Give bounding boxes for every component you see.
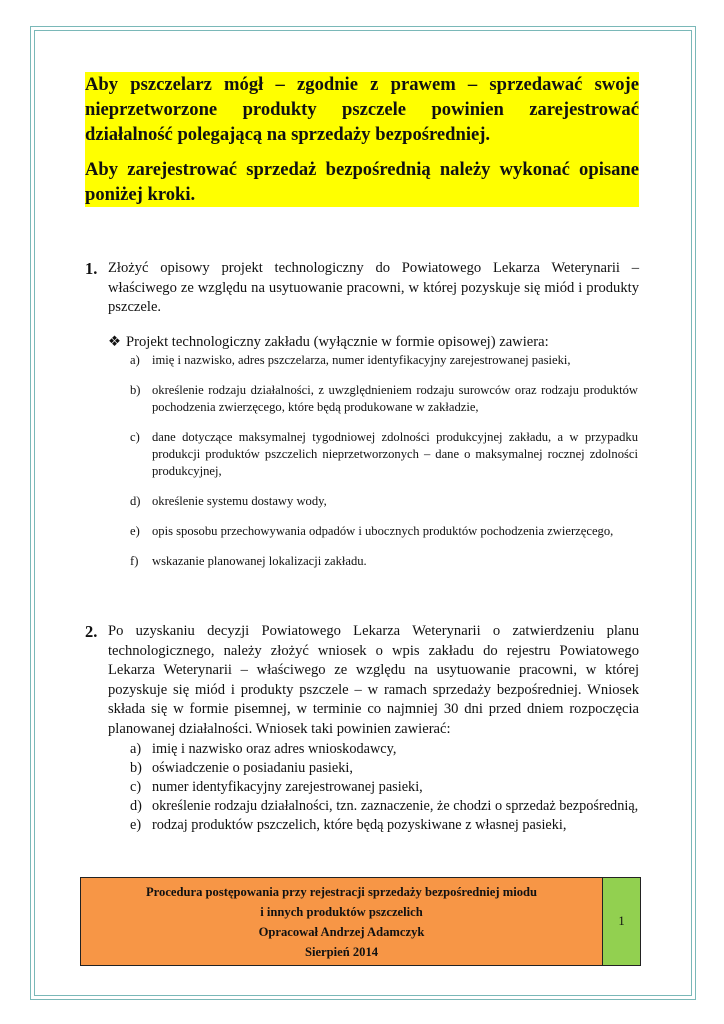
list-item [130, 553, 638, 570]
intro-paragraph-2: Aby zarejestrować sprzedaż bezpośrednią należy wykonać opisane poniżej kroki. [85, 159, 639, 205]
list-item-letter: d) [130, 798, 142, 814]
list-item-text: oświadczenie o posiadaniu pasieki, [152, 760, 353, 776]
list-item-letter: e) [130, 817, 142, 833]
step-1-number: 1. [85, 259, 98, 278]
list-item [130, 759, 640, 778]
list-item-text: imię i nazwisko oraz adres wnioskodawcy, [152, 741, 397, 757]
list-item-letter: a) [130, 353, 140, 367]
list-item [130, 382, 638, 416]
project-bullet [108, 333, 638, 352]
list-item [130, 740, 640, 759]
project-items-list [130, 352, 638, 570]
list-item-text: rodzaj produktów pszczelich, które będą pozyskiwane z własnej pasieki, [152, 817, 567, 833]
list-item [130, 493, 638, 510]
list-item [130, 778, 640, 797]
page-number: 1 [603, 878, 640, 965]
list-item-text: imię i nazwisko, adres pszczelarza, numer identyfikacyjny zarejestrowanej pasieki, [152, 353, 571, 367]
footer-date: Sierpień 2014 [304, 944, 379, 959]
list-item-text: wskazanie planowanej lokalizacji zakładu. [152, 554, 367, 568]
list-item [130, 816, 640, 835]
footer-line-1: Procedura postępowania przy rejestracji sprzedaży bezpośredniej miodu [145, 884, 538, 899]
step-2-text: Po uzyskaniu decyzji Powiatowego Lekarza Weterynarii o zatwierdzeniu planu technologicznego, należy złożyć wniosek o wpis zakładu do rejestru Powiatowego Lekarza Weterynarii – właściwego ze względu na usytuowanie pracowni, w której pozyskuje się miód i produkty pszczele – w ramach sprzedaży bezpośredniej. Wniosek składa się w formie pisemnej, w terminie co najmniej 30 dni przed dniem rozpoczęcia planowanej działalności. Wniosek taki powinien zawierać: [108, 623, 639, 737]
list-item [130, 352, 638, 369]
list-item-letter: a) [130, 741, 142, 757]
footer-author: Opracował Andrzej Adamczyk [258, 924, 425, 939]
list-item-letter: b) [130, 760, 142, 776]
footer-line-2: i innych produktów pszczelich [260, 904, 423, 919]
list-item-letter: f) [130, 554, 139, 568]
list-item-letter: d) [130, 494, 141, 508]
list-item [130, 523, 638, 540]
list-item [130, 429, 638, 480]
intro-highlight [85, 72, 639, 207]
list-item-text: opis sposobu przechowywania odpadów i ubocznych produktów pochodzenia zwierzęcego, [152, 524, 614, 538]
list-item-text: dane dotyczące maksymalnej tygodniowej zdolności produkcyjnej zakładu, a w przypadku produkcji produktów pszczelich nieprzetworzonych – dane o maksymalnej rocznej zdolności produkcyjnej, [152, 430, 638, 478]
list-item-text: numer identyfikacyjny zarejestrowanej pasieki, [152, 779, 423, 795]
step-2-number: 2. [85, 622, 98, 641]
footer-title-block [81, 878, 603, 965]
step-1-text: Złożyć opisowy projekt technologiczny do Powiatowego Lekarza Weterynarii – właściwego ze względu na usytuowanie pracowni, w której pozyskuje się miód i produkty pszczele. [108, 260, 639, 315]
list-item [130, 797, 640, 816]
application-items-list [130, 740, 640, 835]
list-item-letter: b) [130, 383, 141, 397]
step-1 [85, 259, 639, 318]
list-item-letter: c) [130, 430, 140, 444]
list-item-letter: e) [130, 524, 140, 538]
step-2 [85, 622, 639, 739]
diamond-bullet-icon: ❖ [108, 334, 122, 350]
footer-box [80, 877, 641, 966]
intro-paragraph-1: Aby pszczelarz mógł – zgodnie z prawem – sprzedawać swoje nieprzetworzone produkty pszczele powinien zarejestrować działalność polegającą na sprzedaży bezpośredniej. [85, 74, 639, 145]
list-item-text: określenie systemu dostawy wody, [152, 494, 327, 508]
list-item-text: określenie rodzaju działalności, z uwzględnieniem rodzaju surowców oraz rodzaju produktów pochodzenia zwierzęcego, które będą produkowane w zakładzie, [152, 383, 638, 414]
list-item-letter: c) [130, 779, 142, 795]
list-item-text: określenie rodzaju działalności, tzn. zaznaczenie, że chodzi o sprzedaż bezpośrednią, [152, 798, 639, 814]
project-bullet-text: Projekt technologiczny zakładu (wyłącznie w formie opisowej) zawiera: [126, 334, 549, 350]
